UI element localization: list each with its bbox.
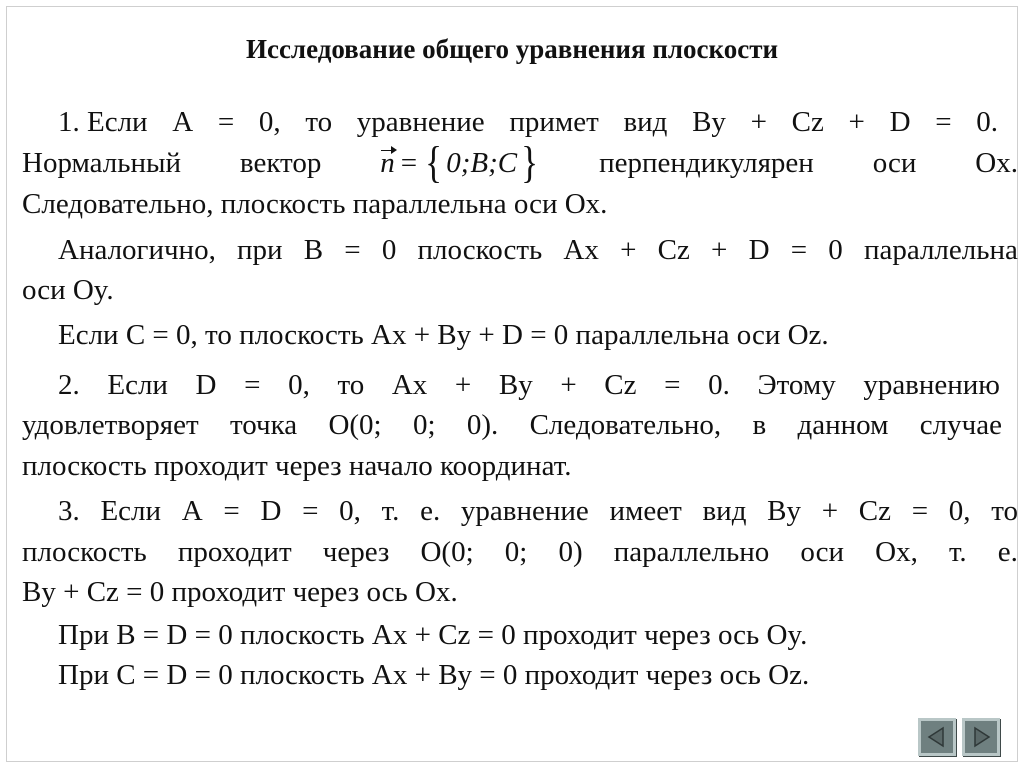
para-4-line-1: 2. Если D = 0, то Ax + By + Cz = 0. Этому уравнению: [58, 369, 1000, 401]
normal-vector-formula: n = { 0;B;C }: [380, 138, 539, 187]
next-slide-icon: [969, 725, 993, 749]
para-3: Если C = 0, то плоскость Ax + By + D = 0 параллельна оси Oz.: [58, 319, 829, 351]
para-2-line-2: оси Oy.: [22, 274, 114, 306]
para-4-line-3: плоскость проходит через начало координат.: [22, 450, 572, 482]
para-2-line-1: Аналогично, при B = 0 плоскость Ax + Cz + D = 0 параллельна: [58, 234, 1018, 266]
para-5-line-3: By + Cz = 0 проходит через ось Ox.: [22, 576, 458, 608]
prev-slide-icon: [925, 725, 949, 749]
para-5-line-2: плоскость проходит через O(0; 0; 0) параллельно оси Ox, т. е.: [22, 536, 1018, 568]
prev-slide-button[interactable]: [918, 718, 956, 756]
slide-title: Исследование общего уравнения плоскости: [245, 34, 779, 64]
para-4-line-2: удовлетворяет точка O(0; 0; 0). Следовательно, в данном случае: [22, 409, 1002, 441]
para-7: При C = D = 0 плоскость Ax + By = 0 проходит через ось Oz.: [58, 659, 810, 691]
para-1-line-1: 1. Если A = 0, то уравнение примет вид By + Cz + D = 0.: [58, 106, 998, 138]
next-slide-button[interactable]: [962, 718, 1000, 756]
para-1-line-3: Следовательно, плоскость параллельна оси Ox.: [22, 188, 608, 220]
para-6: При B = D = 0 плоскость Ax + Cz = 0 проходит через ось Oy.: [58, 619, 808, 651]
para-5-line-1: 3. Если A = D = 0, т. е. уравнение имеет вид By + Cz = 0, то: [58, 495, 1018, 527]
para-1-line-2: Нормальный вектор n = { 0;B;C } перпендикулярен оси Ox.: [22, 138, 1018, 187]
